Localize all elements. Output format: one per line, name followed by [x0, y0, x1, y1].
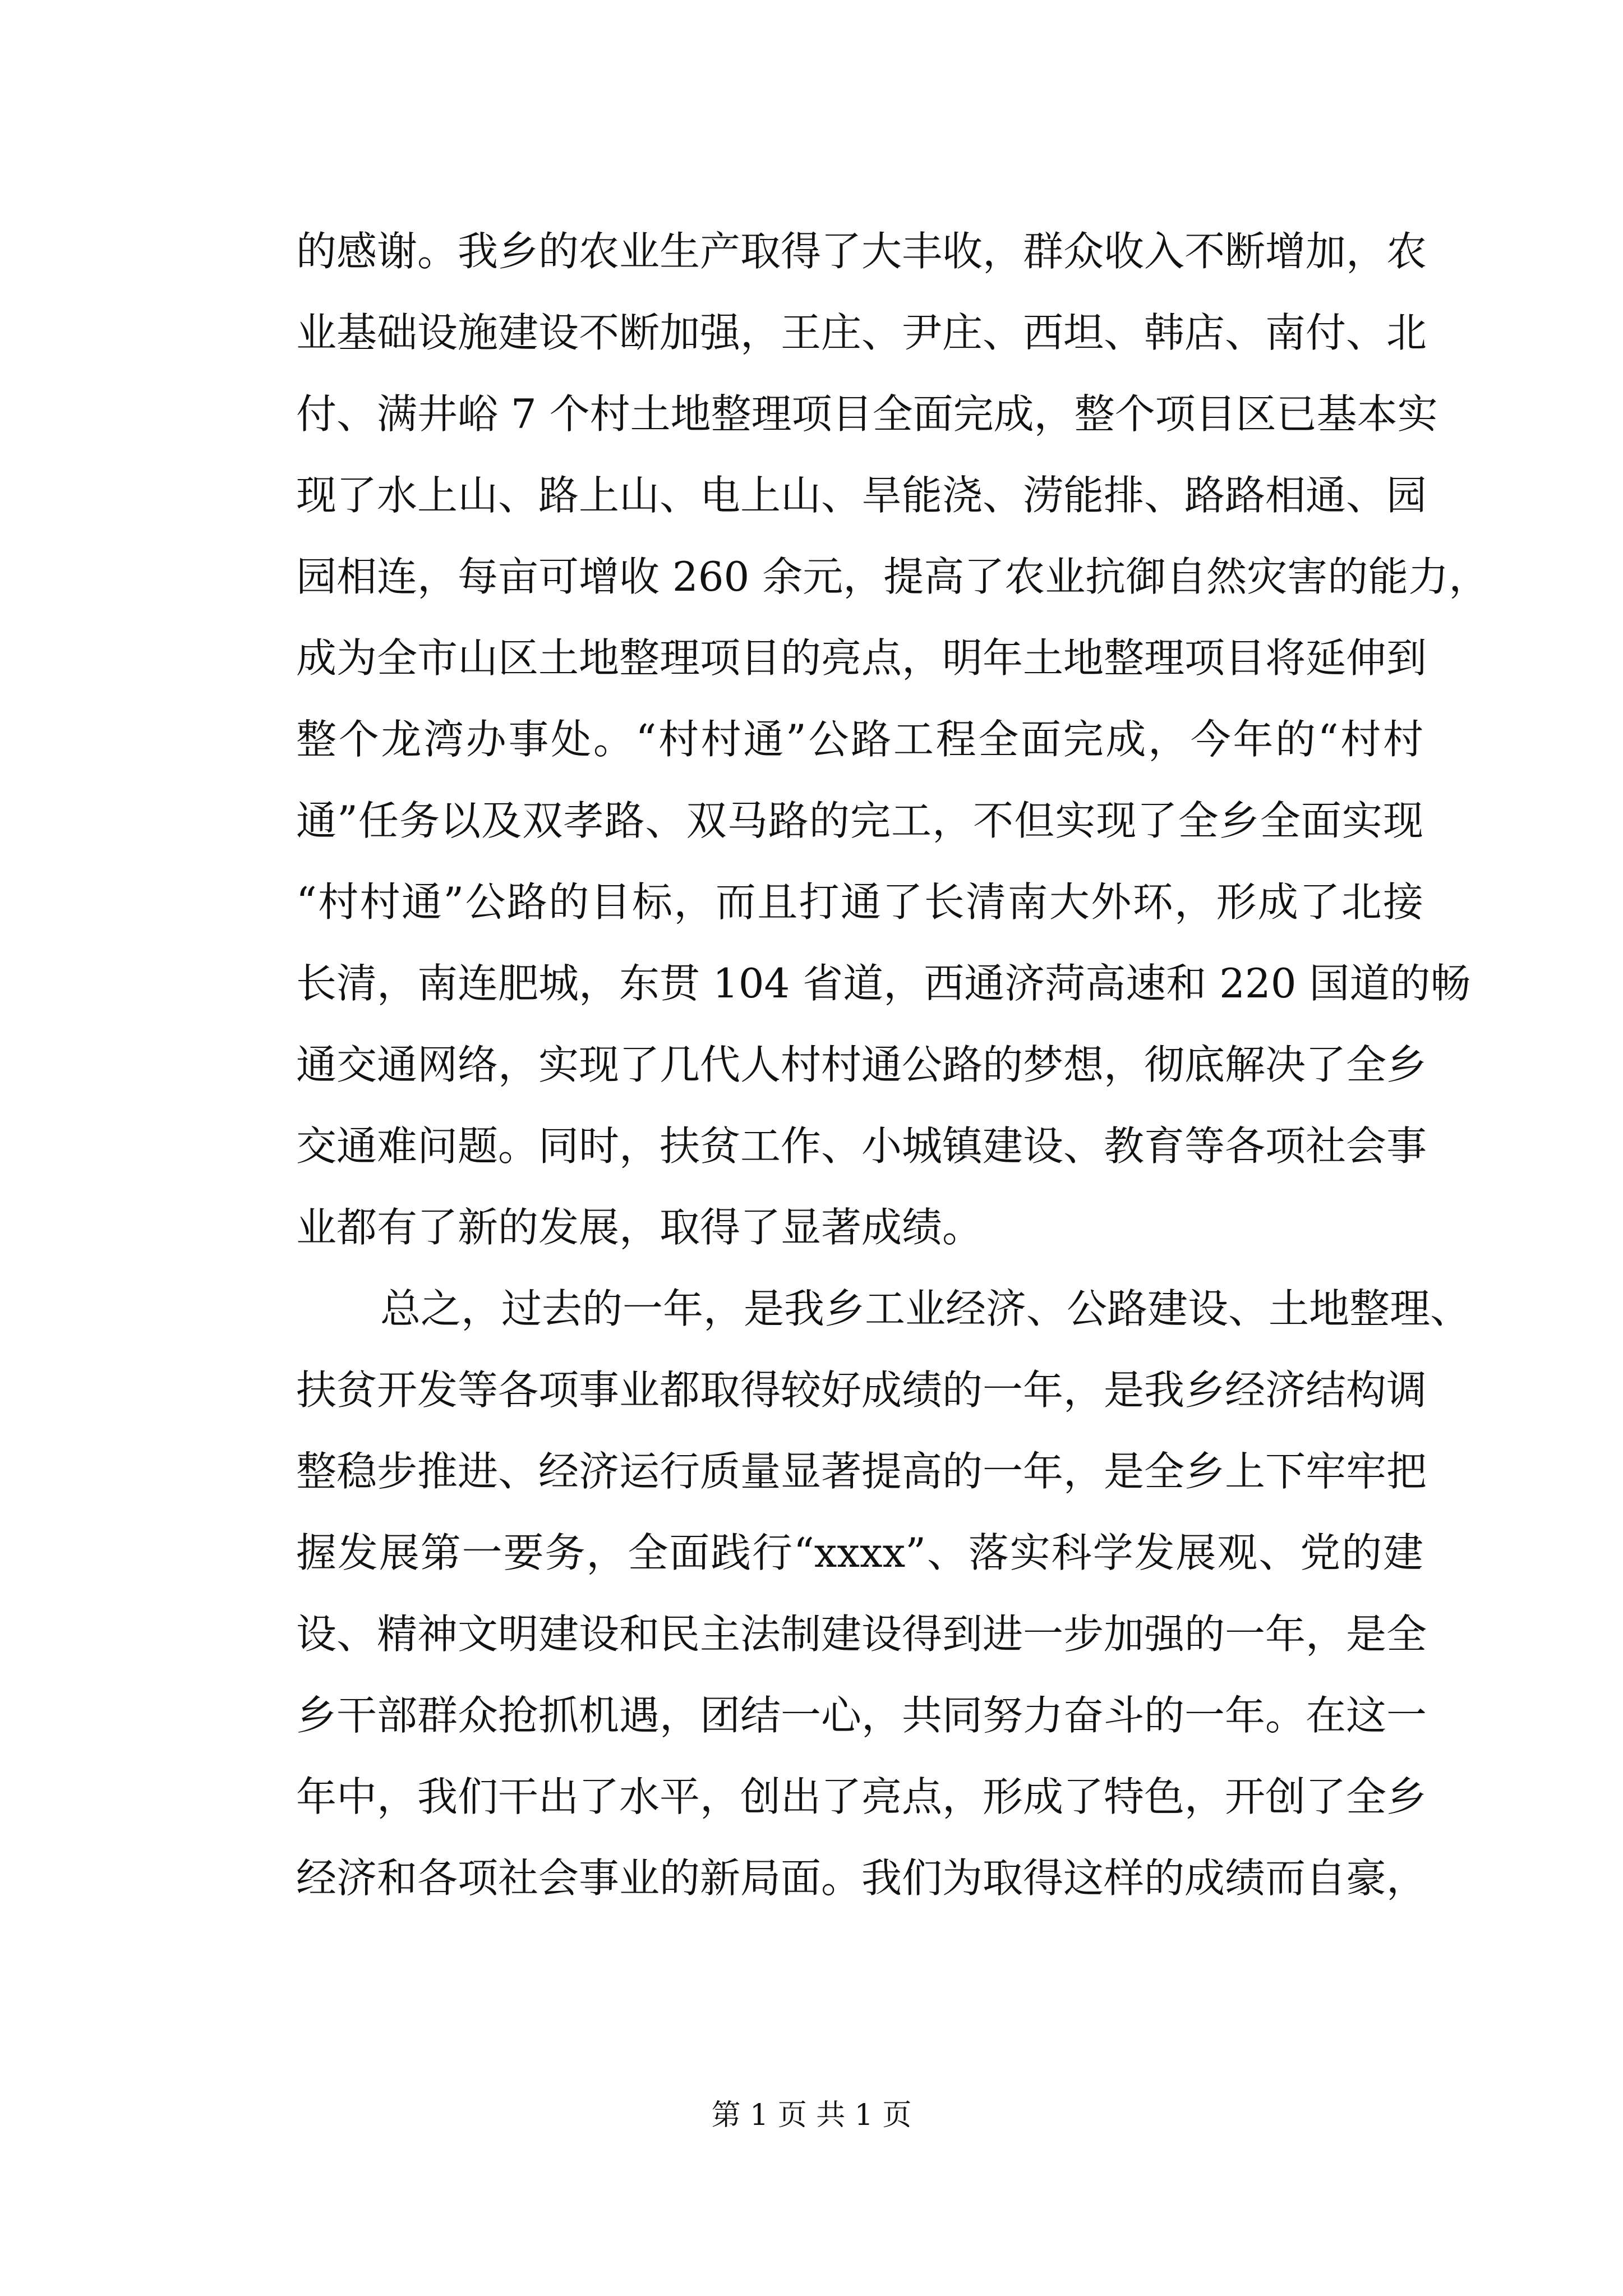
page-footer: 第 1 页 共 1 页	[711, 2099, 912, 2132]
text-line: 成为全市山区土地整理项目的亮点，明年土地整理项目将延伸到	[296, 634, 1427, 682]
text-line: 业基础设施建设不断加强，王庄、尹庄、西坦、韩店、南付、北	[296, 309, 1427, 356]
text-line: 整个龙湾办事处。“村村通”公路工程全面完成，今年的“村村	[296, 716, 1423, 763]
text-line: 乡干部群众抢抓机遇，团结一心，共同努力奋斗的一年。在这一	[296, 1692, 1427, 1739]
text-line: 握发展第一要务，全面践行“xxxx”、落实科学发展观、党的建	[296, 1529, 1423, 1576]
text-line: 交通难问题。同时，扶贫工作、小城镇建设、教育等各项社会事	[296, 1122, 1427, 1170]
text-line: 现了水上山、路上山、电上山、旱能浇、涝能排、路路相通、园	[296, 472, 1427, 519]
body-text	[296, 211, 1490, 1919]
text-line: 的感谢。我乡的农业生产取得了大丰收，群众收入不断增加，农	[296, 228, 1427, 275]
paragraph-first-line: 总之，过去的一年，是我乡工业经济、公路建设、土地整理、	[380, 1285, 1471, 1332]
text-line: 业都有了新的发展，取得了显著成绩。	[296, 1204, 983, 1251]
text-line: “村村通”公路的目标，而且打通了长清南大外环，形成了北接	[296, 878, 1423, 926]
text-line: 长清，南连肥城，东贯 104 省道，西通济菏高速和 220 国道的畅	[296, 960, 1471, 1007]
text-line: 付、满井峪 7 个村土地整理项目全面完成，整个项目区已基本实	[296, 390, 1438, 438]
text-line: 年中，我们干出了水平，创出了亮点，形成了特色，开创了全乡	[296, 1773, 1427, 1820]
text-line: 园相连，每亩可增收 260 余元，提高了农业抗御自然灾害的能力，	[296, 553, 1490, 600]
text-line: 经济和各项社会事业的新局面。我们为取得这样的成绩而自豪，	[296, 1855, 1427, 1902]
text-line: 设、精神文明建设和民主法制建设得到进一步加强的一年，是全	[296, 1611, 1427, 1658]
text-line: 通交通网络，实现了几代人村村通公路的梦想，彻底解决了全乡	[296, 1041, 1427, 1088]
text-line: 通”任务以及双孝路、双马路的完工，不但实现了全乡全面实现	[296, 797, 1423, 844]
text-line: 扶贫开发等各项事业都取得较好成绩的一年，是我乡经济结构调	[296, 1366, 1427, 1414]
text-line: 整稳步推进、经济运行质量显著提高的一年，是全乡上下牢牢把	[296, 1448, 1427, 1495]
